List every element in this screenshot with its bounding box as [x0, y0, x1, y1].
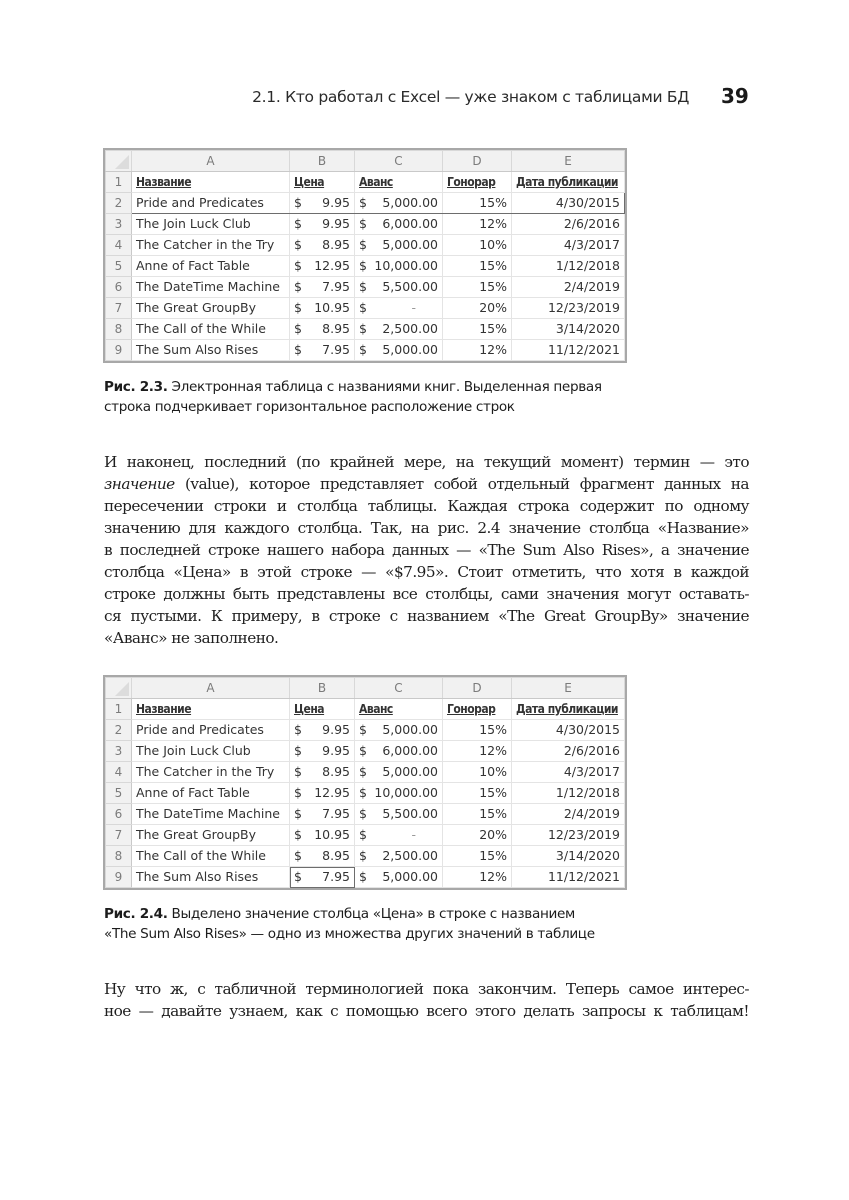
advance-value: 5,500.00	[382, 806, 438, 821]
advance-value: 10,000.00	[374, 785, 438, 800]
currency-symbol: $	[359, 342, 367, 357]
table-row	[106, 193, 625, 214]
price-value: 9.95	[322, 195, 350, 210]
advance-value: 2,500.00	[382, 848, 438, 863]
row-number: 2	[106, 193, 132, 214]
column-header-row	[106, 151, 625, 172]
running-header	[0, 86, 849, 114]
paragraph-line: строке должны быть представлены все столбцы, сами значения могут оставать-	[104, 585, 749, 603]
cell-royalty[interactable]: 15%	[443, 277, 512, 298]
price-value: 8.95	[322, 321, 350, 336]
column-letter-d: D	[443, 151, 512, 172]
currency-symbol: $	[359, 743, 367, 758]
paragraph-line: Ну что ж, с табличной терминологией пока закончим. Теперь самое интерес-	[104, 980, 749, 998]
row-number: 8	[106, 846, 132, 867]
currency-symbol: $	[359, 806, 367, 821]
row-number: 4	[106, 235, 132, 256]
price-value: 7.95	[322, 279, 350, 294]
column-header-row	[106, 678, 625, 699]
cell-title[interactable]: The DateTime Machine	[132, 804, 290, 825]
cell-advance[interactable]	[355, 298, 443, 319]
currency-symbol: $	[294, 743, 302, 758]
cell-price[interactable]	[290, 256, 355, 277]
cell-date[interactable]: 12/23/2019	[512, 298, 625, 319]
column-letter-c: C	[355, 678, 443, 699]
column-title: Гонорар	[443, 699, 512, 720]
row-number: 9	[106, 867, 132, 888]
paragraph-line: «Аванс» не заполнено.	[104, 629, 279, 647]
currency-symbol: $	[359, 258, 367, 273]
currency-symbol: $	[294, 195, 302, 210]
cell-title[interactable]: The Sum Also Rises	[132, 867, 290, 888]
cell-title[interactable]: The DateTime Machine	[132, 277, 290, 298]
cell-title[interactable]: Anne of Fact Table	[132, 256, 290, 277]
advance-value: -	[411, 827, 416, 842]
price-value: 10.95	[314, 300, 350, 315]
spreadsheet-figure-2-4	[103, 675, 627, 890]
advance-value: 5,500.00	[382, 279, 438, 294]
cell-date[interactable]: 12/23/2019	[512, 825, 625, 846]
caption-text: Выделено значение столбца «Цена» в строке с названием	[167, 906, 575, 922]
cell-title[interactable]: The Join Luck Club	[132, 214, 290, 235]
cell-royalty[interactable]: 10%	[443, 762, 512, 783]
column-letter-c: C	[355, 151, 443, 172]
cell-date[interactable]: 2/4/2019	[512, 804, 625, 825]
cell-royalty[interactable]: 15%	[443, 783, 512, 804]
cell-advance[interactable]	[355, 741, 443, 762]
cell-date[interactable]: 4/3/2017	[512, 235, 625, 256]
currency-symbol: $	[294, 848, 302, 863]
column-letter-a: A	[132, 678, 290, 699]
currency-symbol: $	[359, 869, 367, 884]
cell-royalty[interactable]: 20%	[443, 825, 512, 846]
column-title: Цена	[290, 172, 355, 193]
row-number: 3	[106, 214, 132, 235]
cell-title[interactable]: The Join Luck Club	[132, 741, 290, 762]
table-row	[106, 720, 625, 741]
price-value: 12.95	[314, 785, 350, 800]
price-value: 10.95	[314, 827, 350, 842]
table-row	[106, 235, 625, 256]
cell-title[interactable]: The Catcher in the Try	[132, 762, 290, 783]
cell-price[interactable]	[290, 298, 355, 319]
paragraph-conclusion	[104, 978, 749, 1022]
column-title: Название	[132, 699, 290, 720]
select-all-corner	[106, 678, 132, 699]
cell-date[interactable]: 11/12/2021	[512, 340, 625, 361]
currency-symbol: $	[294, 806, 302, 821]
row-number: 5	[106, 256, 132, 277]
emphasized-term: значение	[104, 475, 175, 493]
advance-value: 5,000.00	[382, 764, 438, 779]
column-title: Название	[132, 172, 290, 193]
table-row	[106, 762, 625, 783]
row-number: 6	[106, 804, 132, 825]
cell-price[interactable]	[290, 193, 355, 214]
page-number: 39	[721, 84, 749, 108]
column-letter-b: B	[290, 151, 355, 172]
price-value: 9.95	[322, 743, 350, 758]
table-header-row	[106, 172, 625, 193]
cell-price[interactable]	[290, 720, 355, 741]
cell-date[interactable]: 4/30/2015	[512, 720, 625, 741]
currency-symbol: $	[294, 785, 302, 800]
column-title: Дата публикации	[512, 172, 625, 193]
cell-royalty[interactable]: 15%	[443, 319, 512, 340]
cell-advance[interactable]	[355, 340, 443, 361]
paragraph-line: значению для каждого столбца. Так, на рис. 2.4 значение столбца «Название»	[104, 519, 749, 537]
advance-value: 10,000.00	[374, 258, 438, 273]
column-title: Аванс	[355, 172, 443, 193]
column-letter-d: D	[443, 678, 512, 699]
currency-symbol: $	[359, 785, 367, 800]
cell-price[interactable]	[290, 214, 355, 235]
cell-date[interactable]: 4/30/2015	[512, 193, 625, 214]
price-value: 7.95	[322, 869, 350, 884]
row-number: 7	[106, 825, 132, 846]
advance-value: 5,000.00	[382, 342, 438, 357]
price-value: 7.95	[322, 806, 350, 821]
currency-symbol: $	[294, 279, 302, 294]
column-title: Цена	[290, 699, 355, 720]
currency-symbol: $	[359, 848, 367, 863]
column-title: Дата публикации	[512, 699, 625, 720]
cell-advance[interactable]	[355, 277, 443, 298]
currency-symbol: $	[359, 300, 367, 315]
cell-royalty[interactable]: 12%	[443, 741, 512, 762]
cell-price[interactable]	[290, 235, 355, 256]
currency-symbol: $	[294, 321, 302, 336]
cell-price[interactable]	[290, 277, 355, 298]
spreadsheet-figure-2-3	[103, 148, 627, 363]
table-row	[106, 277, 625, 298]
caption-text: «The Sum Also Rises» — одно из множества других значений в таблице	[104, 926, 595, 942]
cell-advance[interactable]	[355, 720, 443, 741]
advance-value: 6,000.00	[382, 216, 438, 231]
figure-2-4-caption	[104, 904, 664, 944]
cell-advance[interactable]	[355, 762, 443, 783]
cell-royalty[interactable]: 15%	[443, 846, 512, 867]
column-title: Гонорар	[443, 172, 512, 193]
table-row	[106, 319, 625, 340]
table-row	[106, 340, 625, 361]
price-value: 7.95	[322, 342, 350, 357]
cell-title[interactable]: The Call of the While	[132, 319, 290, 340]
paragraph-line: ся пустыми. К примеру, в строке с названием «The Great GroupBy» значение	[104, 607, 749, 625]
currency-symbol: $	[359, 321, 367, 336]
row-number: 4	[106, 762, 132, 783]
row-number: 1	[106, 172, 132, 193]
row-number: 3	[106, 741, 132, 762]
paragraph-line: столбца «Цена» в этой строке — «$7.95». Стоит отметить, что хотя в каждой	[104, 563, 749, 581]
cell-advance[interactable]	[355, 804, 443, 825]
row-number: 7	[106, 298, 132, 319]
row-number: 9	[106, 340, 132, 361]
cell-royalty[interactable]: 15%	[443, 804, 512, 825]
cell-title[interactable]: Pride and Predicates	[132, 193, 290, 214]
cell-title[interactable]: Pride and Predicates	[132, 720, 290, 741]
column-letter-e: E	[512, 151, 625, 172]
select-all-corner	[106, 151, 132, 172]
currency-symbol: $	[294, 764, 302, 779]
price-value: 8.95	[322, 764, 350, 779]
paragraph-value-definition	[104, 451, 749, 649]
cell-title[interactable]: The Catcher in the Try	[132, 235, 290, 256]
currency-symbol: $	[359, 279, 367, 294]
advance-value: 2,500.00	[382, 321, 438, 336]
cell-date[interactable]: 11/12/2021	[512, 867, 625, 888]
cell-royalty[interactable]: 15%	[443, 193, 512, 214]
currency-symbol: $	[294, 827, 302, 842]
advance-value: -	[411, 300, 416, 315]
cell-royalty[interactable]: 15%	[443, 720, 512, 741]
caption-text: строка подчеркивает горизонтальное расположение строк	[104, 399, 515, 415]
cell-advance[interactable]	[355, 846, 443, 867]
table-row	[106, 804, 625, 825]
table-row	[106, 298, 625, 319]
price-value: 9.95	[322, 722, 350, 737]
cell-advance[interactable]	[355, 867, 443, 888]
advance-value: 5,000.00	[382, 869, 438, 884]
currency-symbol: $	[294, 342, 302, 357]
row-number: 1	[106, 699, 132, 720]
column-title: Аванс	[355, 699, 443, 720]
cell-date[interactable]: 1/12/2018	[512, 783, 625, 804]
advance-value: 5,000.00	[382, 237, 438, 252]
currency-symbol: $	[294, 237, 302, 252]
table-row	[106, 214, 625, 235]
figure-label: Рис. 2.4.	[104, 906, 168, 922]
cell-date[interactable]: 1/12/2018	[512, 256, 625, 277]
table-row	[106, 783, 625, 804]
currency-symbol: $	[359, 764, 367, 779]
currency-symbol: $	[294, 722, 302, 737]
cell-date[interactable]: 2/6/2016	[512, 741, 625, 762]
currency-symbol: $	[294, 258, 302, 273]
caption-text: Электронная таблица с названиями книг. Выделенная первая	[167, 379, 602, 395]
figure-label: Рис. 2.3.	[104, 379, 168, 395]
column-letter-b: B	[290, 678, 355, 699]
column-letter-e: E	[512, 678, 625, 699]
cell-royalty[interactable]: 12%	[443, 867, 512, 888]
cell-royalty[interactable]: 12%	[443, 214, 512, 235]
cell-advance[interactable]	[355, 235, 443, 256]
row-number: 6	[106, 277, 132, 298]
row-number: 5	[106, 783, 132, 804]
cell-date[interactable]: 4/3/2017	[512, 762, 625, 783]
cell-royalty[interactable]: 20%	[443, 298, 512, 319]
cell-date[interactable]: 3/14/2020	[512, 319, 625, 340]
cell-price[interactable]	[290, 867, 355, 888]
paragraph-line-text: (value), которое представляет собой отдельный фрагмент данных на	[184, 475, 749, 493]
price-value: 8.95	[322, 237, 350, 252]
cell-date[interactable]: 2/4/2019	[512, 277, 625, 298]
cell-price[interactable]	[290, 825, 355, 846]
cell-royalty[interactable]: 12%	[443, 340, 512, 361]
cell-advance[interactable]	[355, 256, 443, 277]
cell-date[interactable]: 3/14/2020	[512, 846, 625, 867]
price-value: 9.95	[322, 216, 350, 231]
currency-symbol: $	[359, 722, 367, 737]
currency-symbol: $	[294, 869, 302, 884]
advance-value: 6,000.00	[382, 743, 438, 758]
currency-symbol: $	[359, 827, 367, 842]
table-header-row	[106, 699, 625, 720]
cell-price[interactable]	[290, 319, 355, 340]
row-number: 8	[106, 319, 132, 340]
paragraph-line: пересечении строки и столбца таблицы. Каждая строка содержит по одному	[104, 497, 749, 515]
figure-2-3-caption	[104, 377, 664, 417]
table-row	[106, 741, 625, 762]
cell-price[interactable]	[290, 804, 355, 825]
currency-symbol: $	[294, 300, 302, 315]
running-title: 2.1. Кто работал с Excel — уже знаком с таблицами БД	[252, 88, 689, 106]
paragraph-line: в последней строке нашего набора данных — «The Sum Also Rises», а значение	[104, 541, 749, 559]
currency-symbol: $	[294, 216, 302, 231]
cell-price[interactable]	[290, 783, 355, 804]
cell-price[interactable]	[290, 741, 355, 762]
price-value: 8.95	[322, 848, 350, 863]
row-number: 2	[106, 720, 132, 741]
paragraph-line: И наконец, последний (по крайней мере, на текущий момент) термин — это	[104, 453, 749, 471]
table-row	[106, 846, 625, 867]
cell-price[interactable]	[290, 340, 355, 361]
cell-price[interactable]	[290, 846, 355, 867]
advance-value: 5,000.00	[382, 722, 438, 737]
currency-symbol: $	[359, 237, 367, 252]
select-all-triangle-icon	[115, 682, 129, 696]
cell-title[interactable]: The Sum Also Rises	[132, 340, 290, 361]
price-value: 12.95	[314, 258, 350, 273]
cell-price[interactable]	[290, 762, 355, 783]
cell-title[interactable]: Anne of Fact Table	[132, 783, 290, 804]
column-letter-a: A	[132, 151, 290, 172]
cell-royalty[interactable]: 15%	[443, 256, 512, 277]
cell-advance[interactable]	[355, 825, 443, 846]
paragraph-line: ное — давайте узнаем, как с помощью всего этого делать запросы к таблицам!	[104, 1002, 749, 1020]
paragraph-line	[104, 473, 749, 495]
cell-title[interactable]: The Great GroupBy	[132, 298, 290, 319]
select-all-triangle-icon	[115, 155, 129, 169]
table-row	[106, 256, 625, 277]
cell-title[interactable]: The Call of the While	[132, 846, 290, 867]
currency-symbol: $	[359, 216, 367, 231]
cell-advance[interactable]	[355, 193, 443, 214]
cell-date[interactable]: 2/6/2016	[512, 214, 625, 235]
cell-advance[interactable]	[355, 214, 443, 235]
advance-value: 5,000.00	[382, 195, 438, 210]
currency-symbol: $	[359, 195, 367, 210]
table-row	[106, 867, 625, 888]
cell-advance[interactable]	[355, 319, 443, 340]
table-row	[106, 825, 625, 846]
cell-royalty[interactable]: 10%	[443, 235, 512, 256]
cell-title[interactable]: The Great GroupBy	[132, 825, 290, 846]
cell-advance[interactable]	[355, 783, 443, 804]
